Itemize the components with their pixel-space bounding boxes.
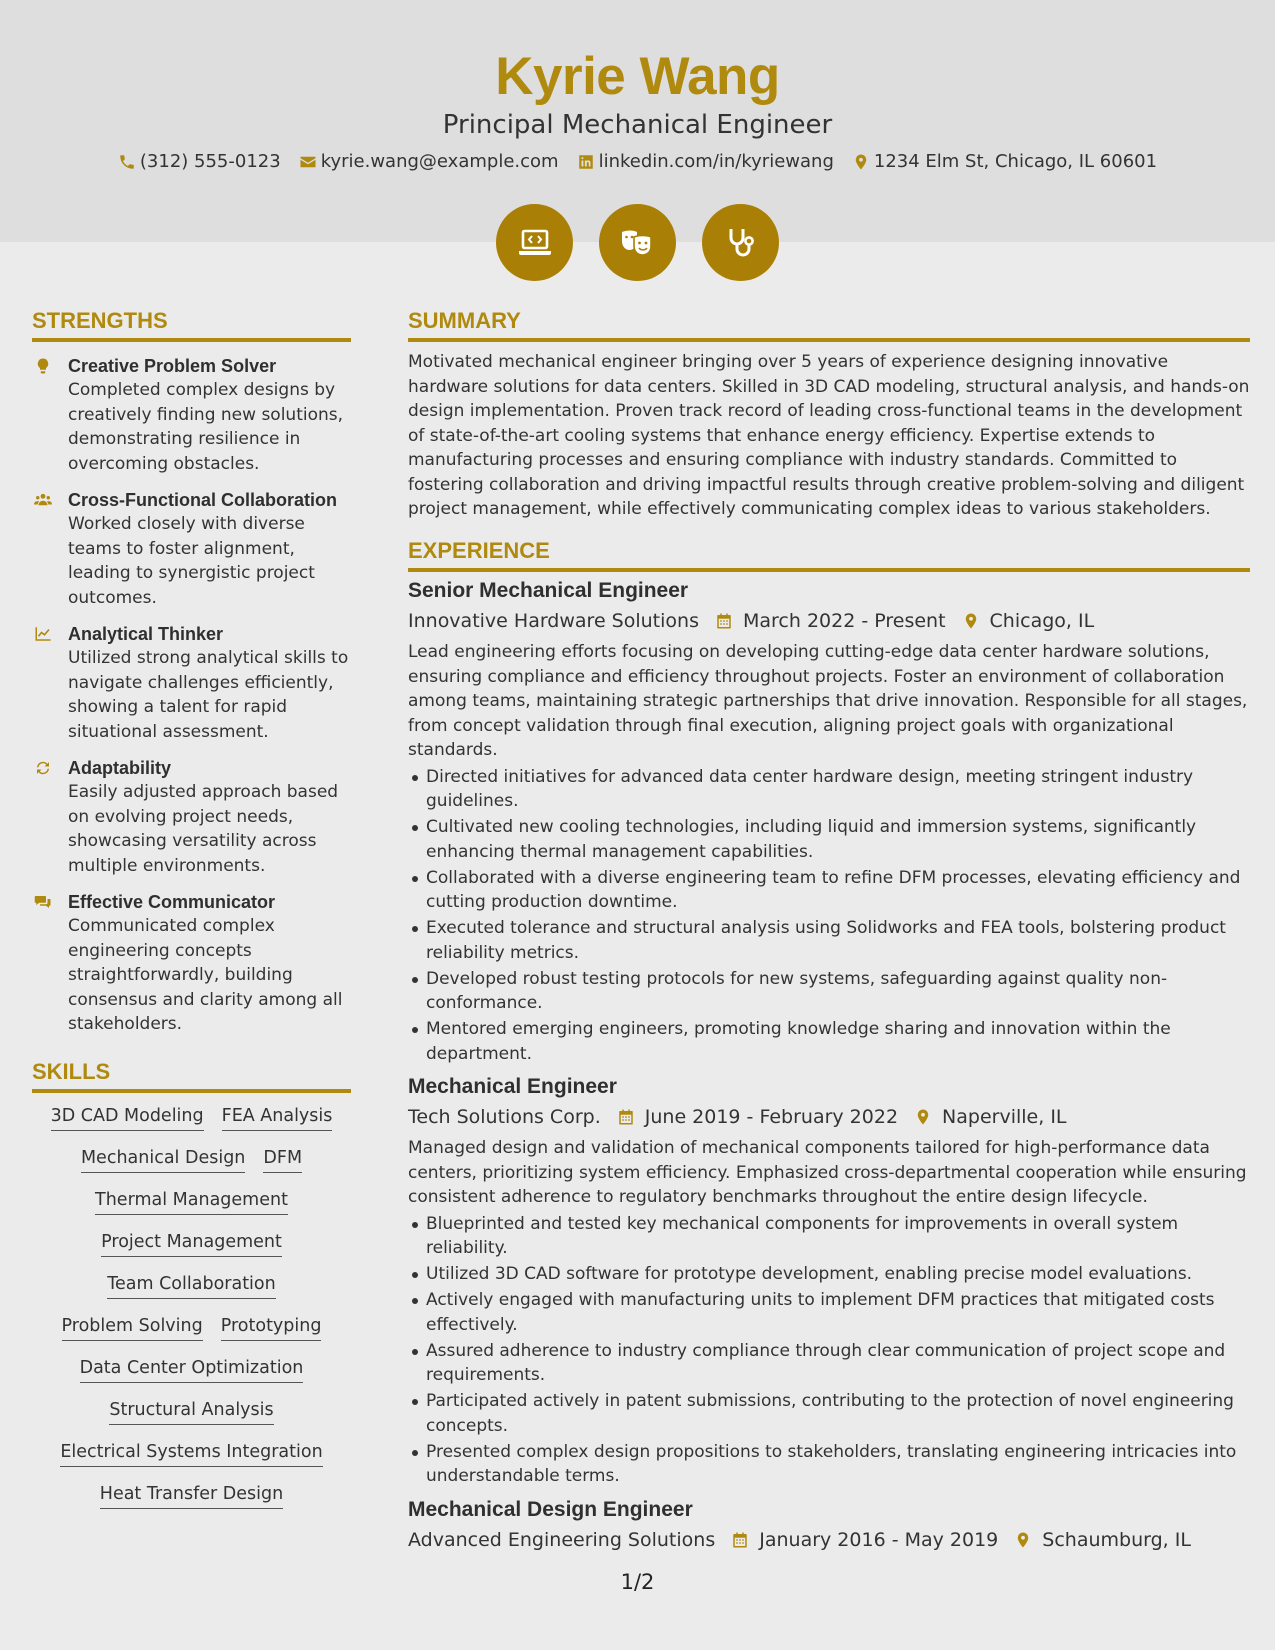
job-meta — [408, 1102, 1250, 1132]
hobby-icons — [0, 204, 1275, 281]
strength-title: Cross-Functional Collaboration — [68, 490, 338, 511]
job-title: Senior Mechanical Engineer — [408, 579, 689, 603]
strength-item — [32, 488, 351, 610]
strength-desc: Utilized strong analytical skills to navigate challenges efficiently, showing a talent for rapid situational assessment. — [68, 648, 349, 742]
contact-bar — [0, 151, 1275, 172]
summary-text: Motivated mechanical engineer bringing over 5 years of experience designing innovative hardware solutions for data centers. Skilled in 3D CAD modeling, structural analysis, and hands-on design implementation. Proven track record of leading cross-functional teams in the development of state-of-the-art cooling systems that enhance energy efficiency. Expertise extends to manufacturing processes and ensuring compliance with industry standards. Committed to fostering collaboration and driving impactful results through creative problem-solving and diligent project management, while effectively communicating complex ideas to various stakeholders. — [408, 352, 1250, 520]
job-company: Advanced Engineering Solutions — [408, 1528, 716, 1551]
comments-icon — [32, 893, 54, 911]
laptop-code-icon — [515, 223, 555, 263]
skill-tag: Team Collaboration — [107, 1273, 275, 1299]
contact-address — [852, 151, 1157, 172]
job-bullet: Executed tolerance and structural analysis using Solidworks and FEA tools, bolstering product reliability metrics. — [408, 916, 1250, 965]
hobby-laptop — [496, 204, 573, 281]
strength-item — [32, 890, 351, 1037]
skill-tag: Problem Solving — [62, 1315, 203, 1341]
job-location: Schaumburg, IL — [1042, 1528, 1191, 1551]
map-marker-icon — [962, 612, 980, 630]
strength-title: Creative Problem Solver — [68, 356, 277, 377]
address-text: 1234 Elm St, Chicago, IL 60601 — [873, 151, 1158, 172]
job-title: Mechanical Engineer — [408, 1075, 617, 1099]
strengths-heading: STRENGTHS — [32, 308, 351, 342]
job-entry — [408, 1072, 1250, 1489]
sync-icon — [32, 759, 54, 777]
skill-tag: Heat Transfer Design — [100, 1483, 283, 1509]
strength-title: Adaptability — [68, 758, 172, 779]
skill-tag: Data Center Optimization — [80, 1357, 304, 1383]
contact-email[interactable] — [299, 151, 559, 172]
skill-tag: DFM — [263, 1147, 302, 1173]
job-bullet: Developed robust testing protocols for new systems, safeguarding against quality non-conformance. — [408, 967, 1250, 1016]
skill-tag: FEA Analysis — [222, 1105, 333, 1131]
skill-tag: 3D CAD Modeling — [51, 1105, 204, 1131]
page-number: 1/2 — [620, 1570, 655, 1594]
calendar-icon — [617, 1108, 635, 1126]
skill-tag: Electrical Systems Integration — [60, 1441, 322, 1467]
map-marker-icon — [914, 1108, 932, 1126]
strength-desc: Communicated complex engineering concepts straightforwardly, building consensus and clarity among all stakeholders. — [68, 916, 343, 1035]
theater-masks-icon — [618, 223, 658, 263]
right-column — [408, 308, 1250, 1559]
strength-title: Analytical Thinker — [68, 624, 224, 645]
lightbulb-icon — [32, 357, 54, 375]
job-bullet: Cultivated new cooling technologies, including liquid and immersion systems, significantly enhancing thermal management capabilities. — [408, 815, 1250, 864]
strength-desc: Completed complex designs by creatively finding new solutions, demonstrating resilience in overcoming obstacles. — [68, 380, 344, 474]
envelope-icon — [299, 153, 317, 171]
strength-desc: Easily adjusted approach based on evolving project needs, showcasing versatility across multiple environments. — [68, 782, 339, 876]
job-bullet: Participated actively in patent submissions, contributing to the protection of novel engineering concepts. — [408, 1389, 1250, 1438]
job-bullet: Utilized 3D CAD software for prototype development, enabling precise model evaluations. — [408, 1262, 1250, 1287]
skills-list — [32, 1105, 351, 1509]
candidate-title: Principal Mechanical Engineer — [442, 110, 833, 140]
email-text[interactable]: kyrie.wang@example.com — [320, 151, 559, 172]
job-description: Managed design and validation of mechanical components tailored for high-performance data centers, prioritizing system efficiency. Emphasized cross-departmental cooperation while ensuring consistent adherence to regulatory benchmarks throughout the entire design lifecycle. — [408, 1138, 1247, 1208]
left-column — [32, 308, 351, 1525]
hobby-stethoscope — [702, 204, 779, 281]
skill-tag: Prototyping — [221, 1315, 322, 1341]
job-dates: June 2019 - February 2022 — [644, 1106, 899, 1129]
experience-heading: EXPERIENCE — [408, 538, 1250, 572]
skill-tag: Thermal Management — [95, 1189, 288, 1215]
calendar-icon — [715, 612, 733, 630]
job-entry — [408, 576, 1250, 1066]
stethoscope-icon — [721, 223, 761, 263]
job-bullets — [408, 765, 1250, 1067]
strength-item — [32, 354, 351, 476]
job-bullet: Directed initiatives for advanced data center hardware design, meeting stringent industry guidelines. — [408, 765, 1250, 814]
contact-phone — [118, 151, 281, 172]
hobby-theater — [599, 204, 676, 281]
summary-heading: SUMMARY — [408, 308, 1250, 342]
job-bullet: Collaborated with a diverse engineering team to refine DFM processes, elevating efficiency and cutting production downtime. — [408, 866, 1250, 915]
contact-linkedin[interactable] — [577, 151, 834, 172]
job-title: Mechanical Design Engineer — [408, 1497, 693, 1521]
skill-tag: Project Management — [101, 1231, 282, 1257]
job-bullet: Mentored emerging engineers, promoting knowledge sharing and innovation within the department. — [408, 1017, 1250, 1066]
job-location: Chicago, IL — [989, 610, 1095, 633]
job-bullet: Assured adherence to industry compliance through clear communication of project scope and requirements. — [408, 1339, 1250, 1388]
phone-text: (312) 555-0123 — [139, 151, 281, 172]
job-meta — [408, 606, 1250, 636]
job-location: Naperville, IL — [942, 1106, 1067, 1129]
map-marker-icon — [852, 153, 870, 171]
job-entry — [408, 1495, 1250, 1555]
job-bullet: Presented complex design propositions to stakeholders, translating engineering intricacies into understandable terms. — [408, 1440, 1250, 1489]
job-bullet: Actively engaged with manufacturing units to implement DFM practices that mitigated costs effectively. — [408, 1288, 1250, 1337]
linkedin-text[interactable]: linkedin.com/in/kyriewang — [598, 151, 834, 172]
strength-item — [32, 622, 351, 744]
strength-title: Effective Communicator — [68, 892, 276, 913]
job-dates: March 2022 - Present — [742, 610, 946, 633]
job-meta — [408, 1525, 1250, 1555]
strength-item — [32, 756, 351, 878]
phone-icon — [118, 153, 136, 171]
job-bullets — [408, 1212, 1250, 1489]
skill-tag: Mechanical Design — [81, 1147, 245, 1173]
chart-line-icon — [32, 625, 54, 643]
users-icon — [32, 491, 54, 509]
strength-desc: Worked closely with diverse teams to foster alignment, leading to synergistic project outcomes. — [68, 514, 315, 608]
job-company: Tech Solutions Corp. — [408, 1106, 601, 1129]
job-company: Innovative Hardware Solutions — [408, 610, 699, 633]
job-description: Lead engineering efforts focusing on developing cutting-edge data center hardware solutions, ensuring compliance and efficiency throughout projects. Foster an environment of collaboration among teams, maintaining strategic partnerships that drive innovation. Responsible for all stages, from concept validation through final execution, aligning project goals with organizational standards. — [408, 642, 1248, 761]
job-bullet: Blueprinted and tested key mechanical components for improvements in overall system reliability. — [408, 1212, 1250, 1261]
linkedin-icon — [577, 153, 595, 171]
skill-tag: Structural Analysis — [109, 1399, 273, 1425]
map-marker-icon — [1014, 1531, 1032, 1549]
skills-heading: SKILLS — [32, 1059, 351, 1093]
candidate-name: Kyrie Wang — [495, 47, 780, 106]
job-dates: January 2016 - May 2019 — [759, 1528, 999, 1551]
calendar-icon — [731, 1531, 749, 1549]
